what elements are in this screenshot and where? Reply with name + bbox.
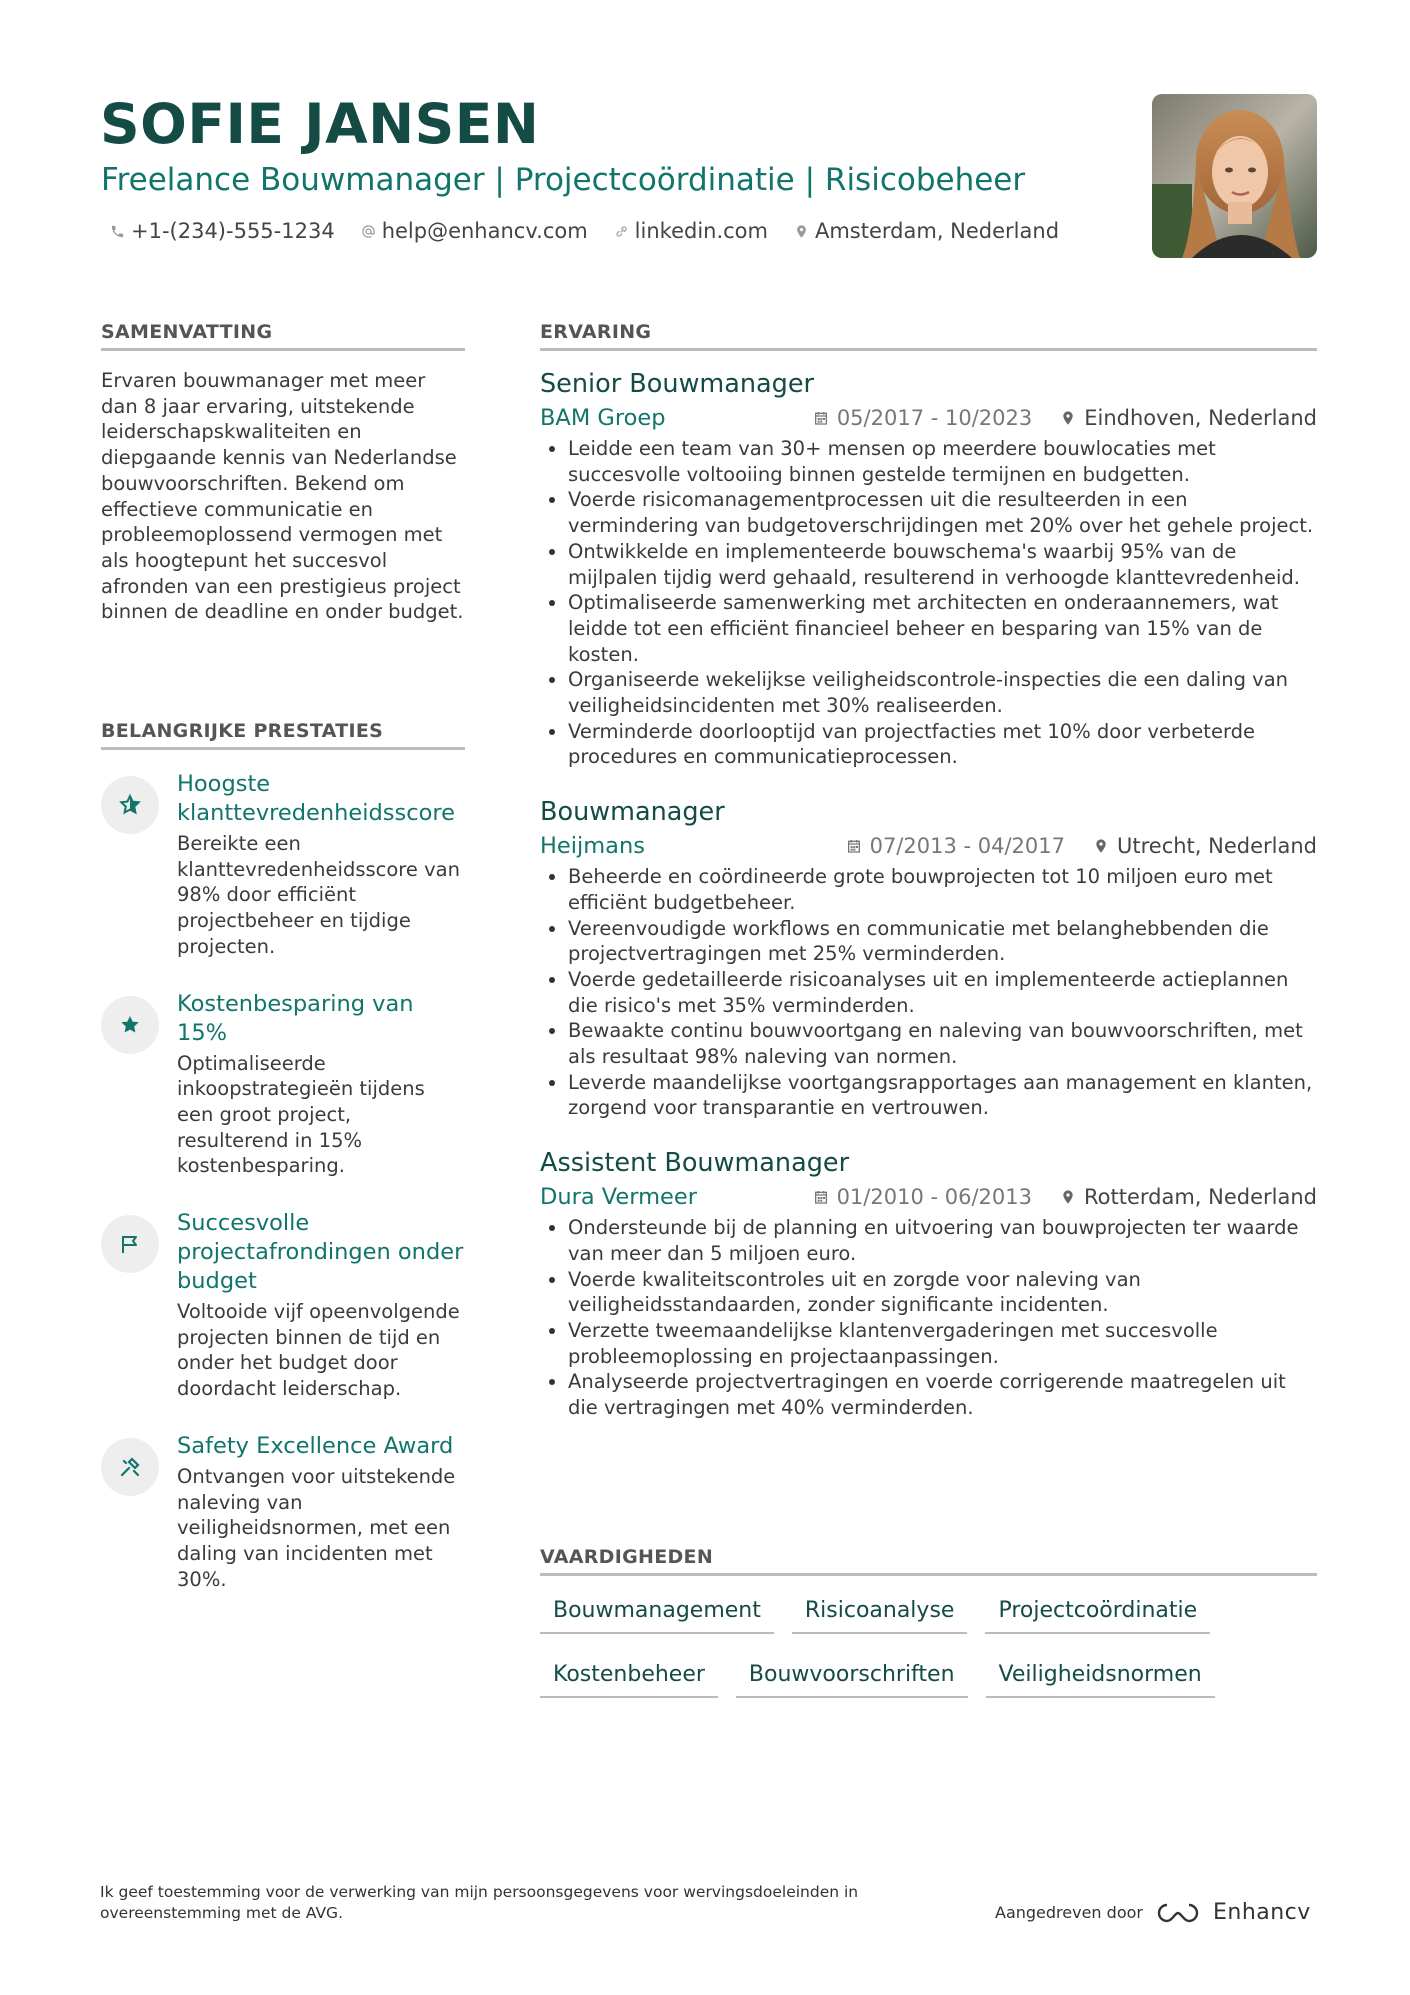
candidate-subtitle: Freelance Bouwmanager | Projectcoördinatie | Risicobeheer <box>101 162 1026 198</box>
job-bullet: • Voerde risicomanagementprocessen uit die resulteerden in een vermindering van budgetoverschrijdingen met 20% over het gehele project. <box>568 487 1317 538</box>
job-bullet: • Voerde kwaliteitscontroles uit en zorgde voor naleving van veiligheidsstandaarden, zonder significante incidenten. <box>568 1267 1317 1318</box>
skills-list <box>540 1592 1317 1708</box>
achievement-desc: Ontvangen voor uitstekende naleving van veiligheidsnormen, met een daling van incidenten met 30%. <box>177 1464 456 1591</box>
job-dates-text: 05/2017 - 10/2023 <box>836 406 1033 430</box>
job-location <box>1093 834 1317 858</box>
skill-tag: Bouwmanagement <box>540 1592 774 1634</box>
job-location <box>1060 406 1317 430</box>
enhancv-brand: Enhancv <box>1212 1900 1311 1925</box>
contact-email-text: help@enhancv.com <box>381 219 588 243</box>
link-icon <box>614 224 629 239</box>
achievement-title: Succesvolle projectafrondingen onder budget <box>177 1210 464 1295</box>
achievement-desc: Optimaliseerde inkoopstrategieën tijdens een groot project, resulterend in 15% kostenbesparing. <box>177 1051 425 1178</box>
location-icon <box>1093 838 1109 854</box>
contact-location <box>794 219 1059 243</box>
job-bullet: • Leverde maandelijkse voortgangsrapportages aan management en klanten, zorgend voor transparantie en vertrouwen. <box>568 1070 1317 1121</box>
achievement-item <box>101 1209 465 1402</box>
contact-linkedin-text: linkedin.com <box>634 219 768 243</box>
candidate-name: SOFIE JANSEN <box>100 92 540 156</box>
company-name: Dura Vermeer <box>540 1184 697 1211</box>
enhancv-logo-icon <box>1155 1901 1201 1925</box>
summary-heading: SAMENVATTING <box>101 321 465 351</box>
profile-photo <box>1152 94 1317 258</box>
calendar-icon <box>813 1189 829 1205</box>
consent-text: Ik geef toestemming voor de verwerking van mijn persoonsgegevens voor wervingsdoeleinden in overeenstemming met de AVG. <box>100 1883 859 1922</box>
contact-linkedin[interactable] <box>614 219 768 243</box>
tools-icon <box>101 1438 159 1496</box>
company-name: Heijmans <box>540 833 645 860</box>
job-dates-text: 01/2010 - 06/2013 <box>836 1185 1032 1210</box>
job-entry <box>540 796 1317 1121</box>
summary-section <box>101 321 465 625</box>
skill-tag: Projectcoördinatie <box>985 1592 1210 1634</box>
achievement-desc: Bereikte een klanttevredenheidsscore van 98% door efficiënt projectbeheer en tijdige projecten. <box>177 832 460 958</box>
job-dates <box>813 406 1032 430</box>
experience-heading: ERVARING <box>540 321 1317 351</box>
flag-icon <box>101 1215 159 1273</box>
achievement-desc: Voltooide vijf opeenvolgende projecten binnen de tijd en onder het budget door doordacht leiderschap. <box>177 1300 460 1401</box>
job-bullet: • Bewaakte continu bouwvoortgang en naleving van bouwvoorschriften, met als resultaat 98% naleving van normen. <box>568 1018 1317 1069</box>
job-meta <box>540 403 1317 433</box>
skill-tag: Kostenbeheer <box>540 1656 718 1698</box>
job-entry <box>540 1147 1317 1421</box>
calendar-icon <box>813 410 829 426</box>
achievement-title: Kostenbesparing van 15% <box>177 990 414 1046</box>
job-location-text: Eindhoven, Nederland <box>1084 406 1317 430</box>
job-dates <box>813 1185 1032 1209</box>
job-bullet: • Organiseerde wekelijkse veiligheidscontrole-inspecties die een daling van veiligheidsincidenten met 30% realiseerden. <box>568 667 1317 718</box>
experience-section <box>540 321 1317 1421</box>
skills-section <box>540 1546 1317 1708</box>
contact-phone-text: +1-(234)-555-1234 <box>131 219 335 243</box>
skill-tag: Veiligheidsnormen <box>986 1656 1215 1698</box>
achievements-heading: BELANGRIJKE PRESTATIES <box>101 720 465 750</box>
achievement-item <box>101 990 465 1180</box>
star-icon <box>101 996 159 1054</box>
job-bullet: • Ondersteunde bij de planning en uitvoering van bouwprojecten ter waarde van meer dan 5 miljoen euro. <box>568 1215 1317 1266</box>
job-bullet: • Leidde een team van 30+ mensen op meerdere bouwlocaties met succesvolle voltooiing binnen gestelde termijnen en budgetten. <box>568 436 1317 487</box>
job-bullet: • Analyseerde projectvertragingen en voerde corrigerende maatregelen uit die vertragingen met 40% verminderden. <box>568 1369 1317 1420</box>
skills-heading: VAARDIGHEDEN <box>540 1546 1317 1576</box>
job-entry <box>540 368 1317 770</box>
job-bullet: • Verminderde doorlooptijd van projectfacties met 10% door verbeterde procedures en communicatieprocessen. <box>568 719 1317 770</box>
achievement-item <box>101 1432 465 1593</box>
job-meta <box>540 1182 1317 1212</box>
powered-by[interactable] <box>995 1900 1311 1925</box>
skill-tag: Risicoanalyse <box>792 1592 968 1634</box>
job-location-text: Rotterdam, Nederland <box>1083 1185 1317 1210</box>
location-icon <box>794 224 809 239</box>
location-icon <box>1060 1189 1076 1205</box>
job-bullet: • Voerde gedetailleerde risicoanalyses uit en implementeerde actieplannen die risico's met 35% verminderden. <box>568 967 1317 1018</box>
job-bullet: • Verzette tweemaandelijkse klantenvergaderingen met succesvolle probleemoplossing en projectaanpassingen. <box>568 1318 1317 1369</box>
company-name: BAM Groep <box>540 405 666 431</box>
job-dates-text: 07/2013 - 04/2017 <box>869 834 1065 859</box>
contact-phone[interactable] <box>110 219 335 243</box>
job-bullet: • Optimaliseerde samenwerking met architecten en onderaannemers, wat leidde tot een efficiënt financieel beheer en besparing van 15% van de kosten. <box>568 590 1317 667</box>
job-bullets <box>540 864 1317 1121</box>
achievement-title: Safety Excellence Award <box>177 1432 454 1459</box>
calendar-icon <box>846 838 862 854</box>
at-icon <box>361 224 376 239</box>
skill-tag: Bouwvoorschriften <box>736 1656 968 1698</box>
contact-email[interactable] <box>361 219 588 243</box>
achievements-section <box>101 720 465 1592</box>
job-title: Assistent Bouwmanager <box>540 1148 850 1179</box>
contact-bar <box>110 219 1059 243</box>
job-dates <box>846 834 1065 858</box>
job-title: Senior Bouwmanager <box>540 369 815 399</box>
job-title: Bouwmanager <box>540 797 725 828</box>
job-meta <box>540 831 1317 861</box>
job-bullets <box>540 436 1317 770</box>
job-bullets <box>540 1215 1317 1421</box>
summary-text: Ervaren bouwmanager met meer dan 8 jaar ervaring, uitstekende leiderschapskwaliteiten en diepgaande kennis van Nederlandse bouwvoorschriften. Bekend om effectieve communicatie en probleemoplossend vermogen met als hoogtepunt het succesvol afronden van een prestigieus project binnen de deadline en onder budget. <box>101 369 464 624</box>
achievement-item <box>101 770 465 960</box>
job-bullet: • Ontwikkelde en implementeerde bouwschema's waarbij 95% van de mijlpalen tijdig werd gehaald, resulterend in verhoogde klanttevredenheid. <box>568 539 1317 590</box>
star-outline-icon <box>101 776 159 834</box>
job-location <box>1060 1185 1317 1209</box>
phone-icon <box>110 224 125 239</box>
job-bullet: • Beheerde en coördineerde grote bouwprojecten tot 10 miljoen euro met efficiënt budgetbeheer. <box>568 864 1317 915</box>
powered-by-label: Aangedreven door <box>995 1903 1143 1922</box>
achievement-title: Hoogste klanttevredenheidsscore <box>177 771 455 826</box>
location-icon <box>1060 410 1076 426</box>
job-location-text: Utrecht, Nederland <box>1117 834 1317 859</box>
contact-location-text: Amsterdam, Nederland <box>814 219 1060 243</box>
job-bullet: • Vereenvoudigde workflows en communicatie met belanghebbenden die projectvertragingen met 25% verminderden. <box>568 916 1317 967</box>
